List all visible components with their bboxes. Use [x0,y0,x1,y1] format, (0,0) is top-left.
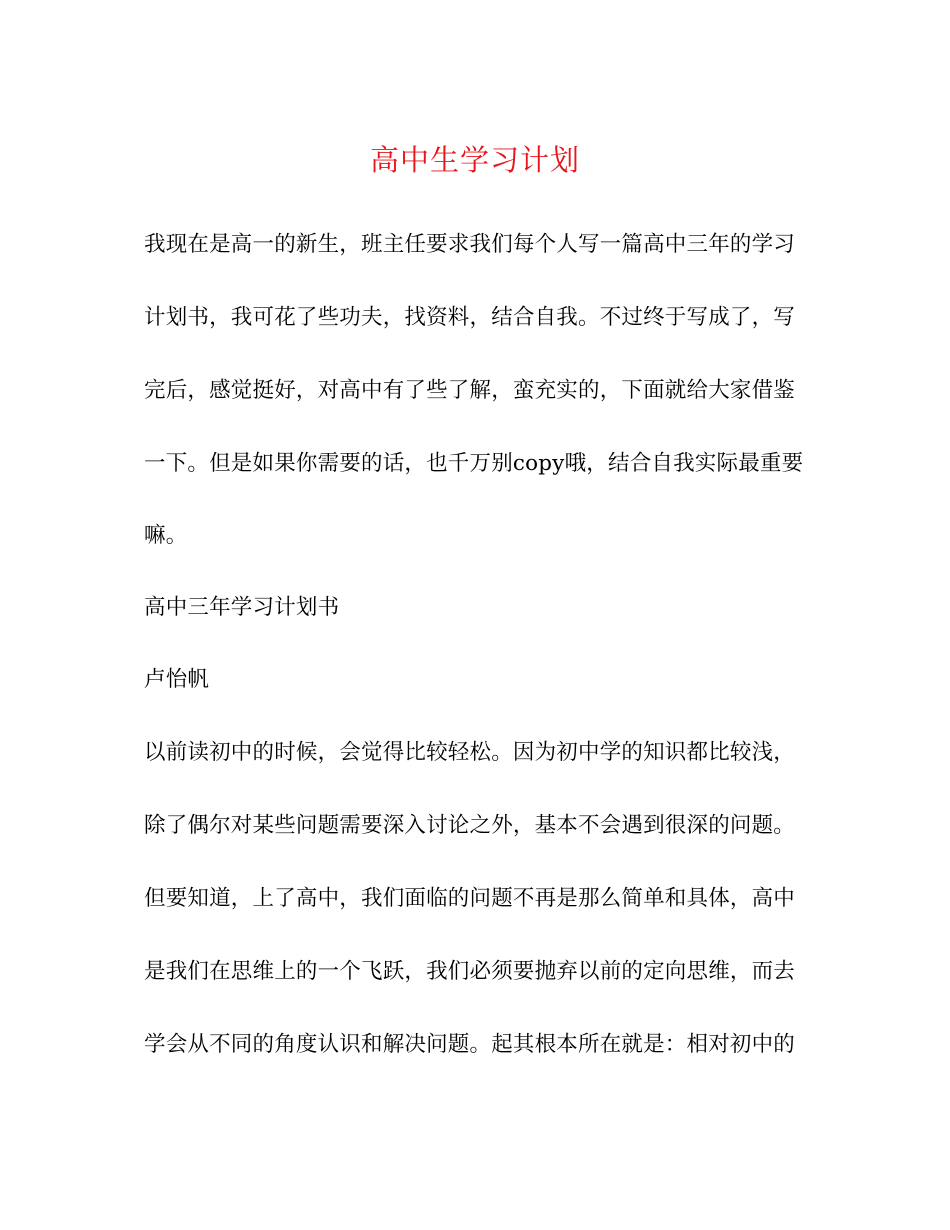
section-heading: 高中三年学习计划书 [144,595,340,620]
paragraph-line: 除了偶尔对某些问题需要深入讨论之外，基本不会遇到很深的问题。 [144,813,796,838]
paragraph-line: 但要知道，上了高中，我们面临的问题不再是那么简单和具体，高中 [144,886,796,911]
paragraph-line: 计划书，我可花了些功夫，找资料，结合自我。不过终于写成了，写 [144,305,796,330]
paragraph-line: 嘛。 [144,523,188,548]
paragraph-line: 我现在是高一的新生，班主任要求我们每个人写一篇高中三年的学习 [144,232,796,257]
document-title: 高中生学习计划 [369,143,580,177]
paragraph-line: 学会从不同的角度认识和解决问题。起其根本所在就是：相对初中的 [144,1032,796,1057]
paragraph-line: 完后，感觉挺好，对高中有了些了解，蛮充实的，下面就给大家借鉴 [144,378,796,403]
paragraph-line: 以前读初中的时候，会觉得比较轻松。因为初中学的知识都比较浅， [144,740,796,765]
paragraph-line: 一下。但是如果你需要的话，也千万别copy哦，结合自我实际最重要 [144,451,804,476]
author-name: 卢怡帆 [144,667,210,692]
paragraph-line: 是我们在思维上的一个飞跃，我们必须要抛弃以前的定向思维，而去 [144,959,796,984]
